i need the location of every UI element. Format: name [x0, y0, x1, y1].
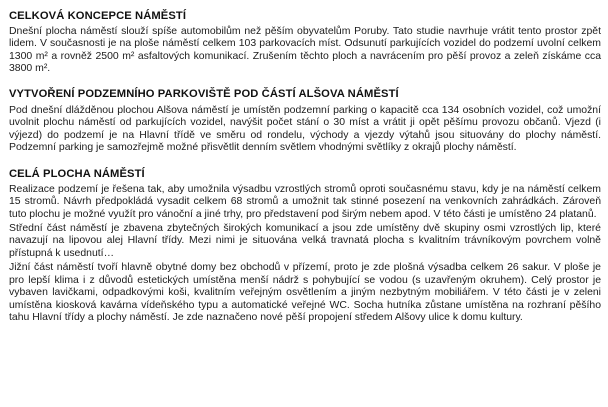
section-paragraph: Realizace podzemí je řešena tak, aby umožnila výsadbu vzrostlých stromů oproti současnému stavu, kdy je na náměstí celkem 15 stromů. Návrh předpokládá vysadit celkem 68 stromů a umožnit tak stinné posezení na venkovních zahrádkách. Zároveň tuto plochu je možné využít pro vánoční a jiné trhy, pro představení pod širým nebem apod. V této části je umístěno 24 platanů. — [9, 183, 601, 220]
section-heading: CELKOVÁ KONCEPCE NÁMĚSTÍ — [9, 10, 187, 22]
section-paragraph: Jižní část náměstí tvoří hlavně obytné domy bez obchodů v přízemí, proto je zde plošná výsadba celkem 26 sakur. V ploše je pro lepší klima i z důvodů estetických umístěna menší nádrž s pohybující se vodou (s uzavřeným okruhem). Celý prostor je vybaven lavičkami, odpadkovými koši, kvalitním veřejným osvětlením a jiným nezbytným mobiliářem. V této části je v zeleni umístěna kiosková kavárna vídeňského typu a automatické veřejné WC. Socha hutníka zůstane umístěna na rozhraní pěšího tahu Hlavní třídy a plochy náměstí. Je zde naznačeno nové pěší propojení středem Alšovy ulice k domu kultury. — [9, 262, 601, 324]
document-page — [9, 9, 601, 325]
section-whole-square — [9, 167, 601, 325]
section-paragraph: Střední část náměstí je zbavena zbytečných širokých komunikací a jsou zde umístěny dvě skupiny osmi vzrostlých lip, které navazují na lipovou alej Hlavní třídy. Mezi nimi je situována velká travnatá plocha s kvalitním trávníkovým povrchem volně přístupná k usednutí… — [9, 222, 601, 259]
section-heading: CELÁ PLOCHA NÁMĚSTÍ — [9, 167, 145, 180]
section-paragraph: Pod dnešní dlážděnou plochou Alšova náměstí je umístěn podzemní parking o kapacitě cca 134 osobních vozidel, což umožní uvolnit plochu náměstí od parkujících vozidel, navýšit počet stání o 30 míst a vrátit ji opět pěšímu provozu občanů. Vjezd (i výjezd) do podzemí je na Hlavní třídě ve směru od rondelu, východy a vjezdy výtahů jsou situovány do plochy náměstí. Podzemní parking je samozřejmě možné přisvětlit denním světlem vhodnými světlíky z okrajů plochy náměstí. — [9, 104, 601, 154]
section-paragraph: Dnešní plocha náměstí slouží spíše automobilům než pěším obyvatelům Poruby. Tato studie navrhuje vrátit tento prostor zpět lidem. V současnosti je na ploše náměstí celkem 103 parkovacích míst. Odsunutí parkujících vozidel do podzemí uvolní celkem 1300 m² a rovněž 2500 m² asfaltových komunikací. Zrušením těchto ploch a navrácením pro pěší provoz a zeleň získáme cca 3800 m². — [9, 26, 601, 75]
section-overall-concept — [9, 9, 601, 76]
section-heading: VYTVOŘENÍ PODZEMNÍHO PARKOVIŠTĚ POD ČÁSTÍ ALŠOVA NÁMĚSTÍ — [9, 87, 399, 100]
section-underground-parking — [9, 87, 601, 155]
